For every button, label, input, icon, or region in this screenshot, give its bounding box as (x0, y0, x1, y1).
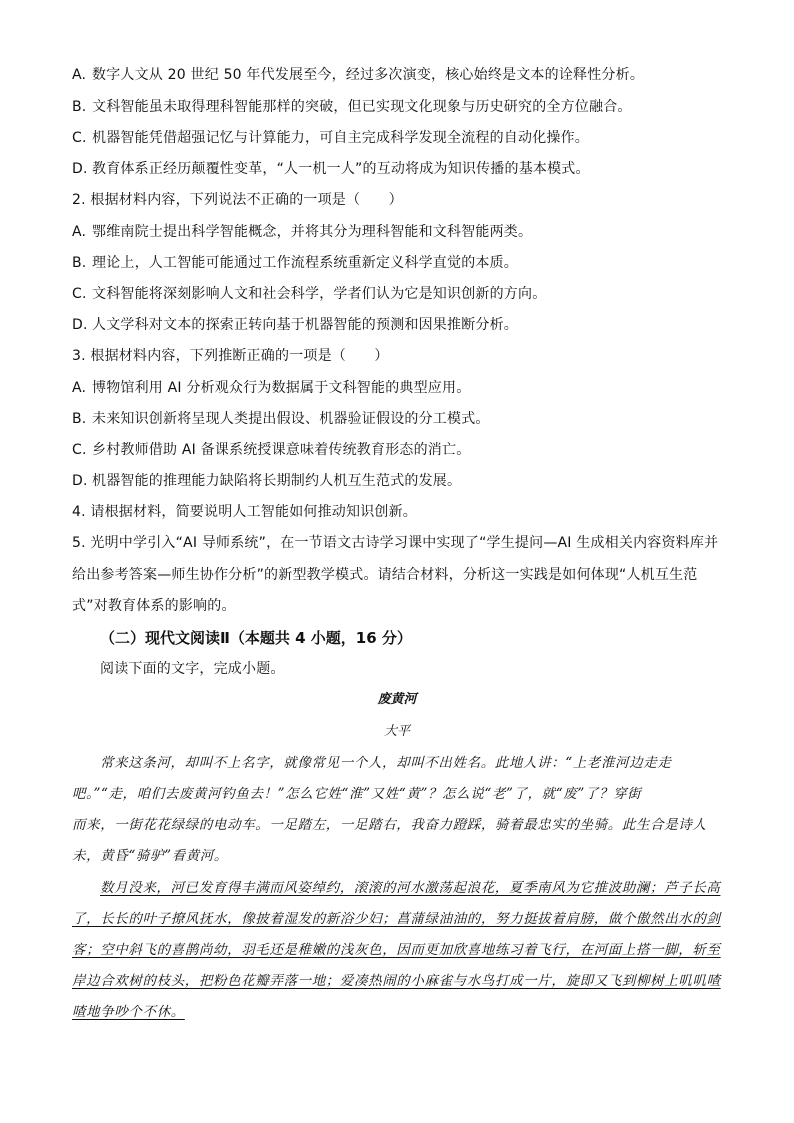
option-text: 机器智能凭借超强记忆与计算能力，可自主完成科学发现全流程的自动化操作。 (92, 130, 589, 146)
q5-line: 给出参考答案—师生协作分析”的新型教学模式。请结合材料，分析这一实践是如何体现“人机互生范 (72, 567, 698, 583)
option-text: 理论上，人工智能可能通过工作流程系统重新定义科学直觉的本质。 (92, 255, 518, 271)
paragraph-line: 而来，一街花花绿绿的电动车。一足踏左，一足踏右，我奋力蹬踩，骑着最忠实的坐骑。此生合是诗人 (72, 817, 707, 833)
underlined-paragraph-line: 了，长长的叶子撩风抚水，像披着湿发的新浴少妇；菖蒲绿油油的，努力挺拔着肩膀，做个傲然出水的剑 (72, 911, 721, 927)
option-text: 教育体系正经历颠覆性变革，“人一机一人”的互动将成为知识传播的基本模式。 (92, 161, 590, 177)
option-letter: C. (72, 130, 87, 146)
q1-option-d (72, 159, 590, 179)
option-letter: B. (72, 411, 87, 427)
paragraph-line: 吧。”“走，咱们去废黄河钓鱼去！”怎么它姓“淮”又姓“黄”？怎么说“老”了，就“废”了？穿街 (72, 786, 642, 802)
q1-option-a (72, 65, 644, 85)
option-text: 未来知识创新将呈现人类提出假设、机器验证假设的分工模式。 (92, 411, 490, 427)
paragraph-line: 未，黄昏“骑驴”看黄河。 (72, 848, 229, 864)
q5-line: 5. 光明中学引入“AI 导师系统”，在一节语文古诗学习课中实现了“学生提问—AI 生成相关内容资料库并 (72, 535, 719, 551)
option-text: 鄂维南院士提出科学智能概念，并将其分为理科智能和文科智能两类。 (92, 224, 533, 240)
q2-option-b (72, 253, 518, 273)
option-text: 博物馆利用 AI 分析观众行为数据属于文科智能的典型应用。 (92, 380, 471, 396)
article-title: 废黄河 (377, 692, 417, 707)
q3-stem: 3. 根据材料内容，下列推断正确的一项是（ ） (72, 348, 389, 364)
option-letter: B. (72, 255, 87, 271)
option-text: 人文学科对文本的探索正转向基于机器智能的预测和因果推断分析。 (92, 317, 518, 333)
section-heading: （二）现代文阅读Ⅱ（本题共 4 小题，16 分） (100, 629, 412, 647)
article-author: 大平 (383, 724, 410, 739)
q2-option-c (72, 284, 546, 304)
option-letter: A. (72, 67, 87, 83)
option-text: 乡村教师借助 AI 备课系统授课意味着传统教育形态的消亡。 (92, 442, 471, 458)
option-letter: C. (72, 286, 87, 302)
option-text: 机器智能的推理能力缺陷将长期制约人机互生范式的发展。 (92, 473, 462, 489)
option-text: 数字人文从 20 世纪 50 年代发展至今，经过多次演变，核心始终是文本的诠释性分析。 (92, 67, 645, 83)
q3-option-a (72, 378, 470, 398)
q2-stem: 2. 根据材料内容，下列说法不正确的一项是（ ） (72, 192, 403, 208)
underlined-paragraph-line: 客；空中斜飞的喜鹊尚幼，羽毛还是稚嫩的浅灰色，因而更加欣喜地练习着飞行，在河面上搭一脚，斩至 (72, 942, 721, 958)
q2-option-a (72, 222, 532, 242)
q5-line: 式”对教育体系的影响的。 (72, 598, 236, 614)
option-letter: D. (72, 317, 88, 333)
option-letter: A. (72, 380, 87, 396)
q3-option-b (72, 409, 490, 429)
q3-option-c (72, 440, 470, 460)
paragraph-line: 常来这条河，却叫不上名字，就像常见一个人，却叫不出姓名。此地人讲：“上老淮河边走走 (100, 755, 672, 771)
underlined-paragraph-line: 岸边合欢树的枝头，把粉色花瓣弄落一地；爱凑热闹的小麻雀与水鸟打成一片，旋即又飞到柳树上叽叽喳 (72, 973, 721, 989)
q1-option-b (72, 97, 632, 117)
q4-stem: 4. 请根据材料，简要说明人工智能如何推动知识创新。 (72, 504, 418, 520)
reading-instruction: 阅读下面的文字，完成小题。 (100, 661, 285, 677)
q1-option-c (72, 128, 589, 148)
option-letter: D. (72, 473, 88, 489)
option-text: 文科智能将深刻影响人文和社会科学，学者们认为它是知识创新的方向。 (92, 286, 547, 302)
option-letter: A. (72, 224, 87, 240)
underlined-paragraph-line: 喳地争吵个不休。 (72, 1004, 185, 1020)
option-letter: D. (72, 161, 88, 177)
option-text: 文科智能虽未取得理科智能那样的突破，但已实现文化现象与历史研究的全方位融合。 (92, 99, 632, 115)
q2-option-d (72, 315, 518, 335)
option-letter: B. (72, 99, 87, 115)
q3-option-d (72, 471, 461, 491)
underlined-paragraph-line: 数月没来，河已发育得丰满而风姿绰约，滚滚的河水激荡起浪花，夏季南风为它推波助澜；芦子长高 (100, 880, 721, 896)
option-letter: C. (72, 442, 87, 458)
